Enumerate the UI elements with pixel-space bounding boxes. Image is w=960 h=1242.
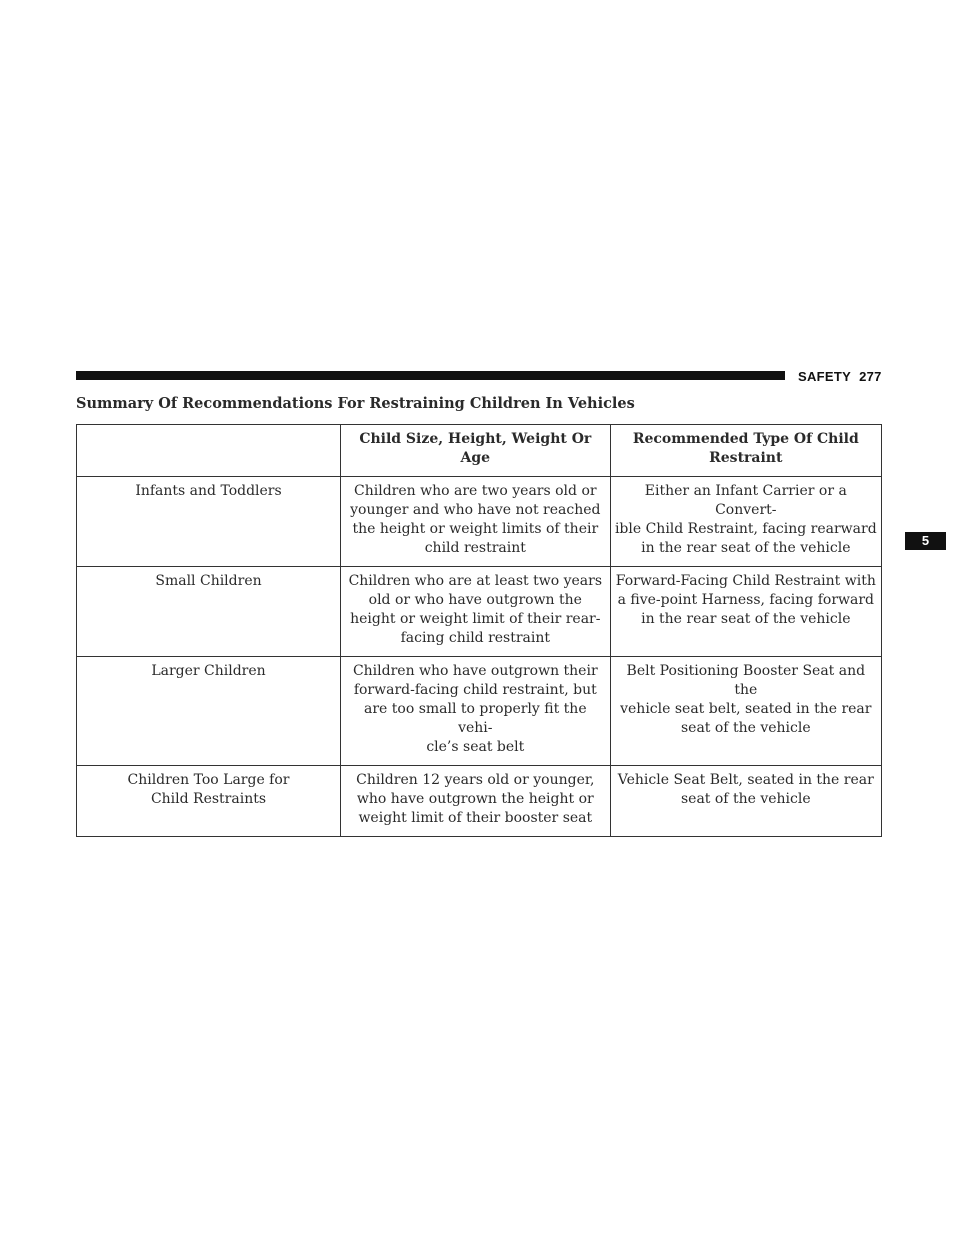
cell-line: Children who are two years old or [354,483,597,499]
size-cell [341,766,611,837]
table-row [77,567,882,657]
section-title: Summary Of Recommendations For Restraining Children In Vehicles [76,395,635,412]
running-header [798,369,882,384]
cell-line: Infants and Toddlers [135,483,282,499]
restraint-cell [610,766,881,837]
size-cell [341,567,611,657]
cell-line: the height or weight limits of their [352,521,599,537]
header-size-cell: Child Size, Height, Weight Or Age [341,425,611,477]
cell-line: in the rear seat of the vehicle [641,611,851,627]
cell-line: vehicle seat belt, seated in the rear [620,701,872,717]
category-cell [77,567,341,657]
cell-line: forward-facing child restraint, but [353,682,597,698]
cell-line: Either an Infant Carrier or a Convert- [644,483,847,518]
category-cell [77,766,341,837]
section-name: SAFETY [798,369,852,384]
cell-line: Children Too Large for [127,772,290,788]
cell-line: Child Restraints [150,791,267,807]
recommendations-table [76,424,882,837]
restraint-cell [610,657,881,766]
table-row [77,766,882,837]
size-cell [341,657,611,766]
restraint-cell [610,567,881,657]
header-line: Restraint [709,450,783,466]
cell-line: old or who have outgrown the [368,592,582,608]
cell-line: weight limit of their booster seat [358,810,593,826]
cell-line: ible Child Restraint, facing rearward [614,521,877,537]
cell-line: height or weight limit of their rear- [350,611,601,627]
cell-line: Children who have outgrown their [352,663,598,679]
cell-line: Children 12 years old or younger, [356,772,595,788]
header-empty-cell [77,425,341,477]
table-row [77,477,882,567]
restraint-cell [610,477,881,567]
page-number: 277 [859,369,882,384]
cell-line: a five-point Harness, facing forward [617,592,874,608]
cell-line: Belt Positioning Booster Seat and the [626,663,866,698]
cell-line: Forward-Facing Child Restraint with [615,573,876,589]
cell-line: cle’s seat belt [426,739,525,755]
cell-line: seat of the vehicle [680,791,811,807]
cell-line: seat of the vehicle [680,720,811,736]
cell-line: Vehicle Seat Belt, seated in the rear [617,772,874,788]
header-line: Recommended Type Of Child [632,431,859,447]
category-cell [77,657,341,766]
category-cell [77,477,341,567]
header-rule [76,371,785,380]
cell-line: who have outgrown the height or [356,791,594,807]
cell-line: Larger Children [151,663,266,679]
cell-line: are too small to properly fit the vehi- [363,701,587,736]
cell-line: child restraint [424,540,526,556]
cell-line: facing child restraint [400,630,551,646]
cell-line: Children who are at least two years [348,573,603,589]
header-restraint-cell [610,425,881,477]
cell-line: Small Children [155,573,262,589]
table-row [77,657,882,766]
chapter-tab[interactable]: 5 [905,532,946,550]
cell-line: in the rear seat of the vehicle [641,540,851,556]
cell-line: younger and who have not reached [350,502,601,518]
size-cell [341,477,611,567]
table-header-row [77,425,882,477]
